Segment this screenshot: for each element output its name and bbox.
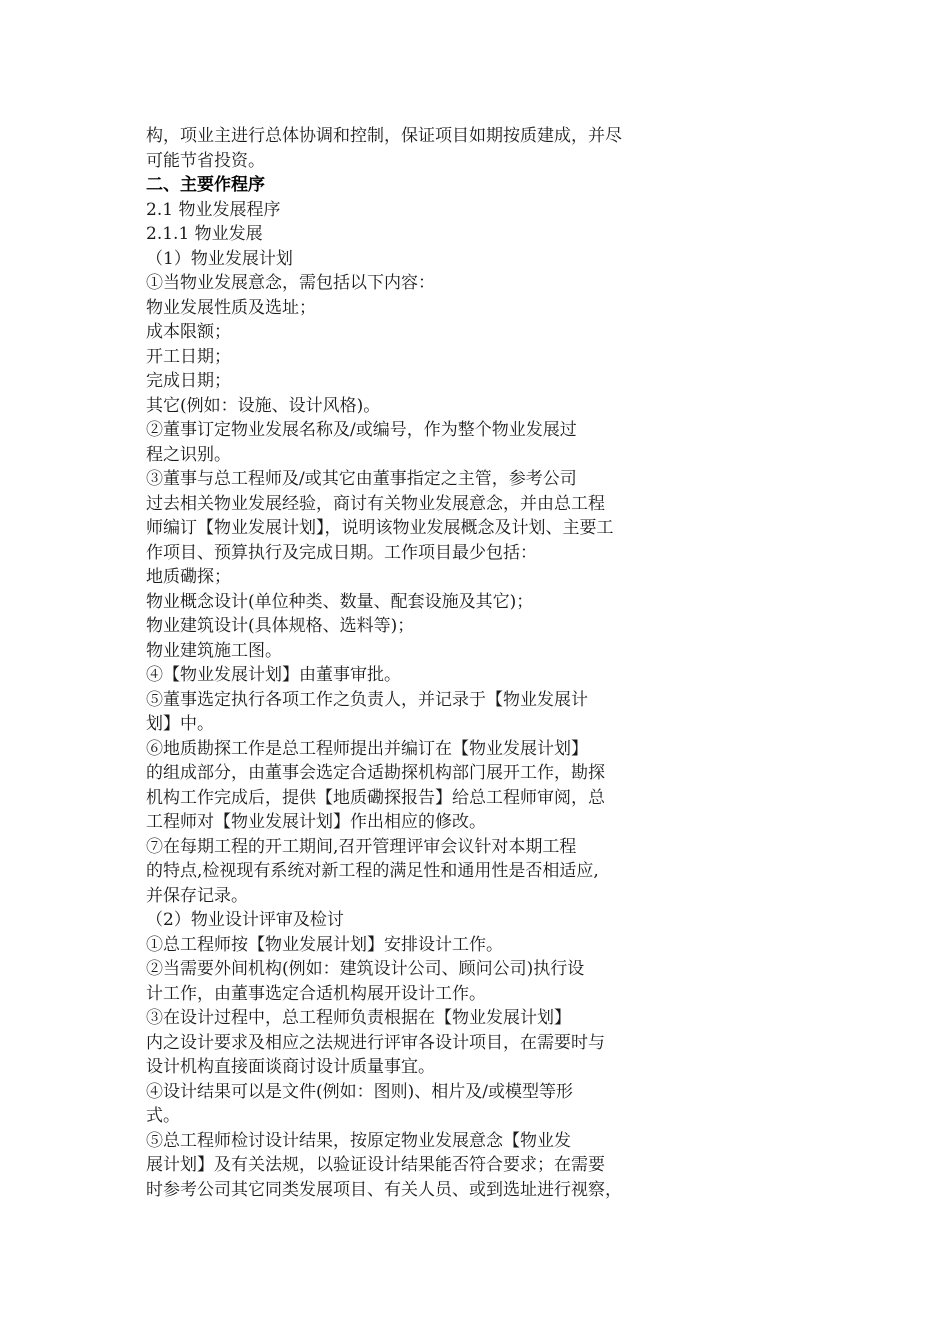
body-text-line: 物业建筑设计(具体规格、选料等)； (146, 616, 415, 636)
body-text-line: 工程师对【物业发展计划】作出相应的修改。 (146, 812, 486, 832)
body-text-line: ②董事订定物业发展名称及/或编号，作为整个物业发展过 (146, 420, 577, 440)
body-text-line: 的组成部分，由董事会选定合适勘探机构部门展开工作，勘探 (146, 763, 605, 783)
body-text-line: ①总工程师按【物业发展计划】安排设计工作。 (146, 934, 503, 955)
body-text-line: ③在设计过程中，总工程师负责根据在【物业发展计划】 (146, 1008, 571, 1028)
body-text-line: 地质磡探； (146, 567, 231, 587)
body-text-line: 其它(例如：设施、设计风格)。 (146, 395, 381, 416)
body-text-line: 成本限额； (146, 322, 231, 342)
body-text-line: ⑤总工程师检讨设计结果，按原定物业发展意念【物业发 (146, 1130, 571, 1151)
body-text-line: 师编订【物业发展计划】，说明该物业发展概念及计划、主要工 (146, 518, 614, 538)
body-text-line: 完成日期； (146, 371, 231, 391)
body-text-line: ②当需要外间机构(例如：建筑设计公司、顾问公司)执行设 (146, 959, 585, 979)
body-text-line: 构，项业主进行总体协调和控制，保证项目如期按质建成，并尽 (146, 126, 622, 146)
subsection-heading: 2.1.1 物业发展 (146, 224, 263, 244)
body-text-line: ③董事与总工程师及/或其它由董事指定之主管，参考公司 (146, 469, 577, 489)
body-text-line: ⑤董事选定执行各项工作之负责人，并记录于【物业发展计 (146, 689, 588, 710)
body-text-line: 计工作，由董事选定合适机构展开设计工作。 (146, 983, 486, 1004)
body-text-line: 的特点,检视现有系统对新工程的满足性和通用性是否相适应, (146, 861, 599, 881)
body-text-line: 机构工作完成后，提供【地质磡探报告】给总工程师审阅，总 (146, 787, 605, 808)
body-text-line: ⑦在每期工程的开工期间,召开管理评审会议针对本期工程 (146, 836, 577, 857)
section-heading: 二、主要作程序 (146, 175, 265, 195)
body-text-line: 可能节省投资。 (146, 150, 265, 171)
body-text-line: 物业发展性质及选址； (146, 297, 316, 318)
body-text-line: 时参考公司其它同类发展项目、有关人员、或到选址进行视察， (146, 1179, 622, 1200)
body-text-line: 划】中。 (146, 714, 214, 734)
document-body (146, 124, 706, 1202)
body-text-line: ①当物业发展意念，需包括以下内容： (146, 273, 435, 293)
body-text-line: ④【物业发展计划】由董事审批。 (146, 665, 401, 685)
body-text-line: 过去相关物业发展经验，商讨有关物业发展意念，并由总工程 (146, 493, 605, 514)
subsection-heading: 2.1 物业发展程序 (146, 199, 281, 220)
body-text-line: 内之设计要求及相应之法规进行评审各设计项目，在需要时与 (146, 1032, 605, 1053)
item-heading: （1）物业发展计划 (146, 248, 293, 269)
body-text-line: 程之识别。 (146, 444, 231, 465)
body-text-line: 物业概念设计(单位种类、数量、配套设施及其它)； (146, 591, 534, 612)
body-text-line: ④设计结果可以是文件(例如：图则)、相片及/或模型等形 (146, 1081, 573, 1102)
body-text-line: 展计划】及有关法规，以验证设计结果能否符合要求；在需要 (146, 1155, 605, 1175)
body-text-line: 并保存记录。 (146, 885, 248, 906)
body-text-line: 作项目、预算执行及完成日期。工作项目最少包括： (146, 542, 537, 563)
body-text-line: 设计机构直接面谈商讨设计质量事宜。 (146, 1057, 435, 1077)
item-heading: （2）物业设计评审及检讨 (146, 910, 344, 930)
body-text-line: 式。 (146, 1106, 180, 1126)
body-text-line: ⑥地质勘探工作是总工程师提出并编订在【物业发展计划】 (146, 738, 588, 759)
body-text-line: 开工日期； (146, 346, 231, 367)
body-text-line: 物业建筑施工图。 (146, 640, 282, 661)
